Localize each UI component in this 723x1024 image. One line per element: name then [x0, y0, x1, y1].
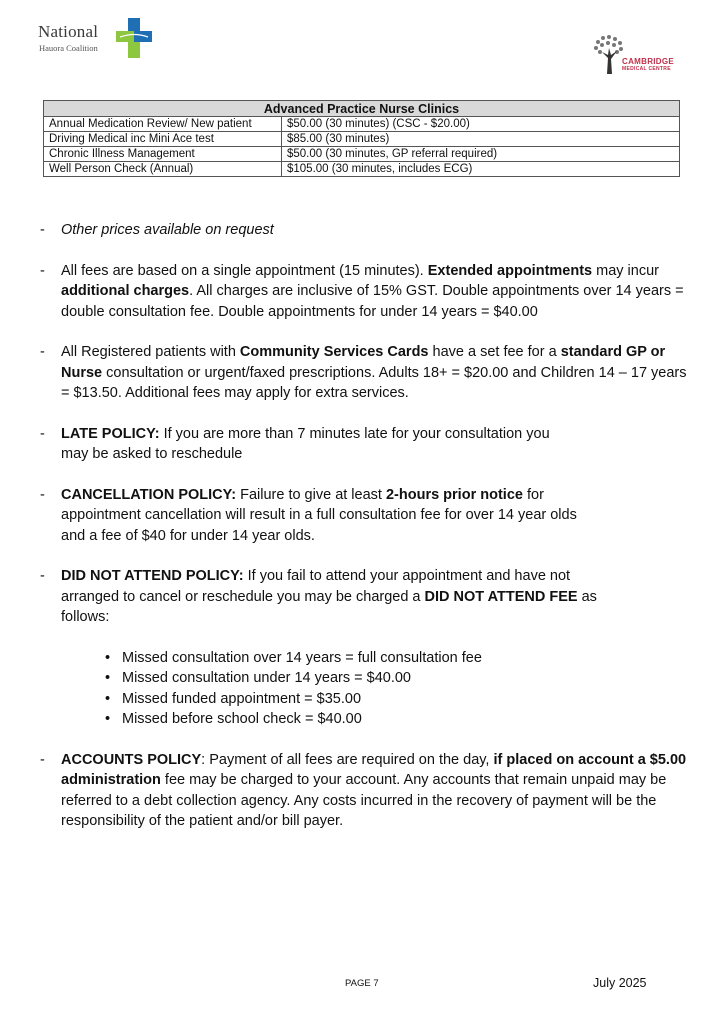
- dash-marker: -: [40, 425, 45, 442]
- late-policy: [40, 424, 690, 465]
- policy-content: [40, 220, 690, 832]
- logo-line-1: CAMBRIDGE: [622, 57, 675, 66]
- text: have a set fee for a: [428, 344, 561, 360]
- dash-marker: -: [40, 486, 45, 503]
- table-header-row: [44, 101, 680, 117]
- text: All fees are based on a single appointment (15 minutes).: [61, 262, 428, 279]
- dash-marker: -: [40, 568, 45, 584]
- cambridge-medical-centre-logo: [592, 34, 680, 78]
- bold-text: DID NOT ATTEND FEE: [424, 588, 578, 605]
- list-item: [103, 648, 723, 669]
- dash-marker: -: [40, 344, 45, 360]
- text: may be asked to reschedule: [61, 446, 243, 462]
- bullet-marker: •: [105, 711, 111, 727]
- text: : Payment of all fees are required on the day,: [201, 751, 494, 768]
- service-cell: Driving Medical inc Mini Ace test: [44, 132, 282, 147]
- table-row: [44, 162, 680, 177]
- dash-marker: -: [40, 222, 45, 238]
- bold-text: 2-hours prior notice: [385, 486, 523, 503]
- bullet-marker: •: [105, 649, 111, 666]
- fee-cell: $105.00 (30 minutes, includes ECG): [282, 162, 680, 177]
- cancellation-policy: [40, 485, 690, 547]
- fee-cell: $85.00 (30 minutes): [282, 132, 680, 147]
- logo-name: National: [38, 22, 99, 41]
- bold-text: if placed on account a $5.00 administration: [61, 751, 687, 788]
- text: arranged to cancel or reschedule you may be charged a: [61, 588, 425, 605]
- list-item: [103, 689, 723, 710]
- dna-policy-heading: DID NOT ATTEND POLICY:: [61, 568, 244, 584]
- list-item-text: Missed funded appointment = $35.00: [122, 690, 362, 707]
- late-policy-heading: LATE POLICY:: [61, 425, 160, 442]
- national-hauora-coalition-logo: [38, 18, 158, 60]
- text: as: [577, 588, 597, 605]
- table-row: [44, 147, 680, 162]
- list-item-text: Missed consultation over 14 years = full consultation fee: [122, 649, 482, 666]
- dna-fee-list: [103, 648, 723, 730]
- text: appointment cancellation will result in a full consultation fee for over 14 year olds: [61, 507, 577, 523]
- list-item: [103, 709, 723, 730]
- fee-cell: $50.00 (30 minutes, GP referral required): [282, 147, 680, 162]
- bullet-marker: •: [105, 670, 111, 686]
- table-title: Advanced Practice Nurse Clinics: [44, 101, 680, 117]
- table-row: [44, 132, 680, 147]
- community-services-card-paragraph: [40, 342, 690, 404]
- list-item: [103, 668, 723, 689]
- accounts-policy: [40, 750, 690, 832]
- bold-text: standard GP or Nurse: [61, 344, 666, 381]
- bold-text: additional charges: [61, 283, 190, 299]
- text: for: [522, 486, 544, 503]
- nurse-clinics-fee-table: [43, 100, 680, 177]
- text: fee may be charged to your account. Any accounts that remain unpaid may be referred to a debt collection agency. Any costs incurred in the recovery of payment will be the responsibility of the patient and/or bill payer.: [61, 772, 667, 829]
- text: . All charges are inclusive of 15% GST. Double appointments over 14 years = double consultation fee. Double appointments for under 14 years = $40.00: [61, 283, 684, 320]
- list-item-text: Missed before school check = $40.00: [122, 711, 362, 727]
- list-item-text: Missed consultation under 14 years = $40.00: [122, 670, 411, 686]
- tree-icon: [592, 34, 626, 74]
- text: All Registered patients with: [61, 344, 240, 360]
- dash-marker: -: [40, 751, 45, 768]
- bold-text: Extended appointments: [427, 262, 593, 279]
- text: If you are more than 7 minutes late for your consultation you: [159, 425, 550, 442]
- bullet-marker: •: [105, 690, 111, 707]
- page-number: PAGE 7: [345, 978, 379, 989]
- bold-text: Community Services Cards: [239, 344, 429, 360]
- fees-paragraph: [40, 261, 690, 323]
- cancellation-policy-heading: CANCELLATION POLICY:: [61, 486, 237, 503]
- accounts-policy-heading: ACCOUNTS POLICY: [61, 751, 202, 768]
- text: Failure to give at least: [236, 486, 386, 503]
- text: may incur: [592, 262, 659, 279]
- service-cell: Well Person Check (Annual): [44, 162, 282, 177]
- medical-cross-icon: [114, 18, 154, 58]
- service-cell: Chronic Illness Management: [44, 147, 282, 162]
- table-row: [44, 117, 680, 132]
- logo-line-2: MEDICAL CENTRE: [622, 66, 671, 72]
- text: and a fee of $40 for under 14 year olds.: [61, 527, 315, 544]
- text: follows:: [61, 609, 110, 625]
- logo-subtitle: Hauora Coalition: [39, 43, 98, 53]
- other-prices-note: [40, 220, 690, 241]
- did-not-attend-policy: [40, 566, 690, 628]
- fee-cell: $50.00 (30 minutes) (CSC - $20.00): [282, 117, 680, 132]
- other-prices-text: Other prices available on request: [61, 222, 274, 238]
- text: If you fail to attend your appointment and have not: [243, 568, 571, 584]
- document-date: July 2025: [593, 976, 647, 990]
- service-cell: Annual Medication Review/ New patient: [44, 117, 282, 132]
- text: consultation or urgent/faxed prescriptions. Adults 18+ = $20.00 and Children 14 – 17 years = $13.50. Additional fees may apply for extra services.: [61, 364, 687, 401]
- dash-marker: -: [40, 262, 45, 279]
